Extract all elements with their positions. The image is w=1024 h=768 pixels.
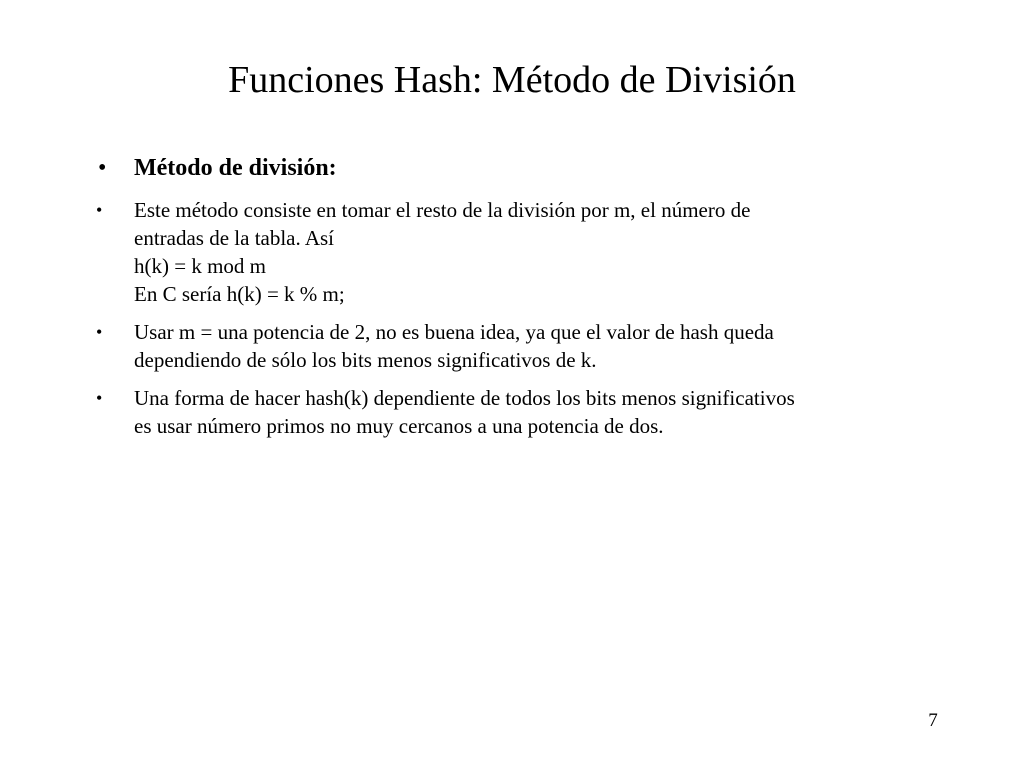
bullet-heading (96, 153, 956, 183)
c-code-line: En C sería h(k) = k % m; (134, 282, 345, 306)
page-number: 7 (928, 710, 938, 731)
bullet-item-power-of-two (96, 318, 956, 374)
bullet-line: Usar m = una potencia de 2, no es buena idea, ya que el valor de hash queda (134, 320, 774, 344)
bullet-dot-icon: • (96, 200, 103, 220)
bullet-item-prime-numbers (96, 384, 956, 440)
bullet-list (96, 153, 956, 450)
formula-line: h(k) = k mod m (134, 254, 266, 278)
heading-text: Método de división: (134, 155, 337, 181)
bullet-line: es usar número primos no muy cercanos a una potencia de dos. (134, 414, 664, 438)
bullet-line: Una forma de hacer hash(k) dependiente de todos los bits menos significativos (134, 386, 795, 410)
bullet-line: entradas de la tabla. Así (134, 226, 335, 250)
slide-title: Funciones Hash: Método de División (228, 59, 796, 101)
bullet-dot-icon: • (96, 322, 103, 342)
bullet-line: dependiendo de sólo los bits menos significativos de k. (134, 348, 597, 372)
bullet-line: Este método consiste en tomar el resto de la división por m, el número de (134, 198, 751, 222)
bullet-dot-icon: • (96, 388, 103, 408)
bullet-dot-icon: • (98, 155, 107, 181)
bullet-item-division-method (96, 196, 956, 308)
